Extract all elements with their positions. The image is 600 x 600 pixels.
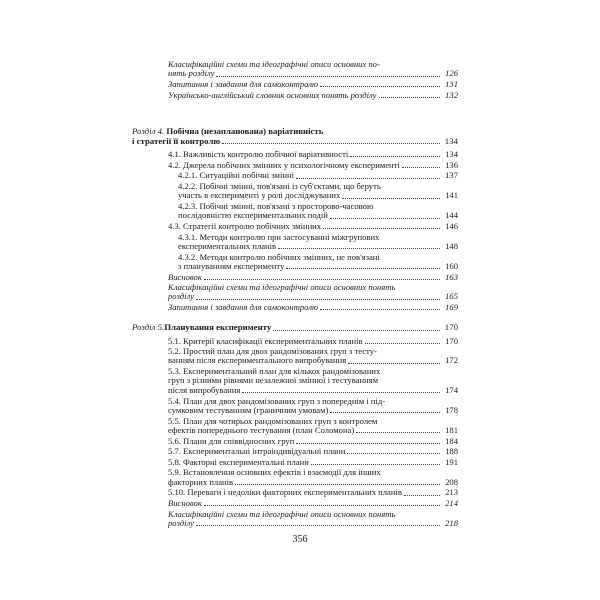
toc-entry-text: факторних планів	[168, 476, 234, 487]
toc-page-number: 131	[445, 79, 458, 89]
dot-leader	[320, 308, 440, 310]
toc-entry-text: 5.9. Встановлення основних ефектів і взаємодії для інших	[168, 467, 381, 478]
toc-entry-text: 4.2. Джерела побічних змінних у психологічному експерименті	[168, 159, 400, 170]
toc-page-number: 148	[445, 240, 458, 251]
dot-leader	[196, 524, 440, 526]
toc-page-number: 213	[445, 487, 458, 498]
toc-entry[interactable]	[168, 303, 458, 312]
dot-leader	[365, 342, 440, 344]
chapter-heading[interactable]	[132, 127, 458, 146]
page-number: 356	[292, 534, 308, 545]
toc-entry-text: Висновок	[168, 271, 202, 282]
toc-entry-text: 4.3.2. Методи контролю побічних змінних, не пов'язані	[178, 251, 380, 262]
toc-entry[interactable]	[168, 347, 458, 366]
dot-leader	[330, 217, 440, 219]
toc-entry[interactable]	[168, 161, 458, 170]
toc-entry-text: ванням після експериментального випробування	[168, 355, 347, 366]
toc-entry-text: Висновок	[168, 498, 202, 508]
toc-entry[interactable]	[168, 367, 458, 395]
toc-entry-text: Запитання і завдання для самоконтролю	[168, 79, 319, 89]
toc-entry-text: послідовністю експериментальних подій	[178, 210, 328, 221]
toc-entry-text: участь в експерименті у ролі досліджуваних	[178, 190, 341, 201]
dot-leader	[323, 227, 440, 229]
toc-entry[interactable]	[168, 337, 458, 346]
dot-leader	[404, 494, 440, 496]
toc-entry-text: 4.2.2. Побічні змінні, пов'язані із суб'єктами, що беруть	[178, 181, 381, 191]
dot-leader	[348, 362, 440, 364]
chapter-label: Розділ 5.	[132, 322, 165, 332]
toc-entry-text: ефектів попереднього тестування (план Соломона)	[168, 424, 355, 435]
dot-leader	[286, 267, 440, 269]
dot-leader	[273, 329, 440, 331]
toc-entry[interactable]	[168, 468, 458, 487]
chapter-label: Розділ 4.	[132, 126, 165, 136]
toc-page-number: 174	[445, 384, 458, 395]
toc-page-number: 184	[445, 435, 458, 446]
dot-leader	[242, 391, 440, 393]
toc-entry[interactable]	[168, 499, 458, 508]
toc-page-number: 178	[445, 404, 458, 415]
toc-page-number: 188	[445, 446, 458, 457]
chapter-title: Планування експерименту	[164, 322, 272, 332]
toc-entry[interactable]	[168, 447, 458, 456]
toc-page-number: 132	[445, 89, 458, 100]
dot-leader	[296, 442, 440, 444]
toc-entry-text: після випробування	[168, 384, 241, 395]
toc-entry-text: 5.4. План для двох рандомізованих груп з попереднім і під-	[168, 395, 386, 406]
toc-page-number: 165	[445, 291, 458, 302]
toc-entry-text: сумковим тестуванням (граничним умовам)	[168, 404, 329, 415]
toc-entry[interactable]	[168, 283, 458, 302]
toc-entry-text: нять розділу	[168, 68, 215, 79]
toc-entry[interactable]	[178, 171, 458, 180]
dot-leader	[330, 411, 440, 413]
dot-leader	[402, 166, 440, 168]
dot-leader	[342, 197, 440, 199]
toc-entry-text: експериментальних планів	[178, 240, 277, 251]
toc-entry-text: 5.2. Простий план для двох рандомізованих груп з тесту-	[168, 346, 377, 357]
toc-entry[interactable]	[168, 222, 458, 231]
dot-leader	[347, 452, 440, 454]
toc-entry[interactable]	[168, 150, 458, 159]
chapter-heading[interactable]	[132, 323, 458, 333]
dot-leader	[296, 177, 440, 179]
dot-leader	[196, 298, 440, 300]
toc-entry-text: Українсько-англійський словник основних понять розділу	[168, 89, 377, 100]
dot-leader	[204, 504, 440, 506]
toc-page-number: 208	[445, 476, 458, 487]
toc-page-number: 136	[445, 159, 458, 170]
toc-entry[interactable]	[168, 458, 458, 467]
toc-entry-text: 4.2.3. Побічні змінні, пов'язані з просторово-часовою	[178, 201, 374, 211]
toc-page-number: 191	[445, 456, 458, 467]
toc-page-number: 170	[445, 335, 458, 346]
toc-entry-text: розділу	[168, 517, 194, 528]
toc-entry-text: 4.2.1. Ситуаційні побічні змінні	[178, 170, 294, 181]
toc-entry-text: розділу	[168, 291, 194, 302]
toc-page-number: 141	[445, 190, 458, 201]
toc-page-number: 170	[444, 322, 458, 332]
toc-entry-text: 5.7. Експериментальні інтраіндивідуальні плани	[168, 446, 346, 457]
dot-leader	[216, 75, 440, 77]
toc-entry-text: 5.3. Експериментальний план для кількох рандомізованих	[168, 366, 381, 377]
dot-leader	[320, 85, 440, 87]
toc-entry-text: 4.3.1. Методи контролю при застосуванні міжгрупових	[178, 231, 380, 242]
dot-leader	[235, 483, 440, 485]
toc-entry[interactable]	[178, 202, 458, 221]
toc-entry[interactable]	[168, 397, 458, 416]
toc-entry[interactable]	[168, 91, 458, 100]
toc-entry-text: Класифікаційні схеми та ідеографічні описи основних понять	[168, 282, 396, 293]
toc-page-number: 134	[445, 149, 458, 160]
toc-entry-text: 5.8. Факторні експериментальні плани	[168, 456, 309, 467]
toc-entry-text: 5.6. Плани для співвідносних груп	[168, 435, 295, 446]
toc-entry[interactable]	[168, 60, 458, 79]
toc-entry-text: Класифікаційні схеми та ідеографічні описи основних понять	[168, 508, 396, 519]
toc-entry[interactable]	[168, 437, 458, 446]
dot-leader	[222, 142, 440, 144]
toc-entry-text: Запитання і завдання для самоконтролю	[168, 302, 319, 313]
chapter-title: Побічна (незапланована) варіативність	[166, 126, 324, 136]
toc-entry[interactable]	[168, 510, 458, 529]
toc-entry-text: 4.3. Стратегії контролю побічних змінних	[168, 221, 322, 231]
toc-entry-text: 4.1. Важливість контролю побічної варіативності	[168, 149, 349, 160]
toc-entry[interactable]	[168, 80, 458, 89]
dot-leader	[311, 463, 440, 465]
toc-page-number: 146	[445, 221, 458, 231]
toc-page-number: 218	[445, 517, 458, 528]
dot-leader	[204, 278, 440, 280]
toc-page-number: 137	[445, 170, 458, 181]
toc-page-number: 181	[445, 424, 458, 435]
toc-entry-text: груп з різними рівнями незалежної змінної і тестуванням	[168, 375, 379, 386]
chapter-title: і стратегії її контролю	[132, 135, 221, 146]
dot-leader	[278, 247, 440, 249]
toc-page-number: 134	[444, 135, 458, 146]
toc-page-number: 214	[445, 498, 458, 508]
dot-leader	[350, 155, 440, 157]
dot-leader	[379, 96, 441, 98]
toc-entry-text: 5.1. Критерії класифікації експериментальних планів	[168, 335, 363, 346]
toc-page-number: 160	[445, 260, 458, 271]
toc-page-number: 169	[445, 302, 458, 313]
toc-entry[interactable]	[168, 488, 458, 497]
toc-page-number: 163	[445, 271, 458, 282]
toc-entry[interactable]	[178, 233, 458, 252]
toc-entry[interactable]	[178, 253, 458, 272]
toc-entry[interactable]	[168, 417, 458, 436]
toc-entry-text: 5.5. План для чотирьох рандомізованих груп з контролем	[168, 415, 378, 426]
toc-page-number: 172	[445, 355, 458, 366]
toc-entry[interactable]	[168, 273, 458, 282]
toc-entry[interactable]	[178, 182, 458, 201]
toc-page-number: 144	[445, 210, 458, 221]
toc-entry-text: з плануванням експерименту	[178, 260, 285, 271]
toc-page-number: 126	[445, 68, 458, 79]
dot-leader	[356, 431, 440, 433]
toc-entry-text: 5.10. Переваги і недоліки факторних експериментальних планів	[168, 487, 402, 498]
toc-entry-text: Класифікаційні схеми та ідеографічні описи основних по-	[168, 59, 380, 69]
